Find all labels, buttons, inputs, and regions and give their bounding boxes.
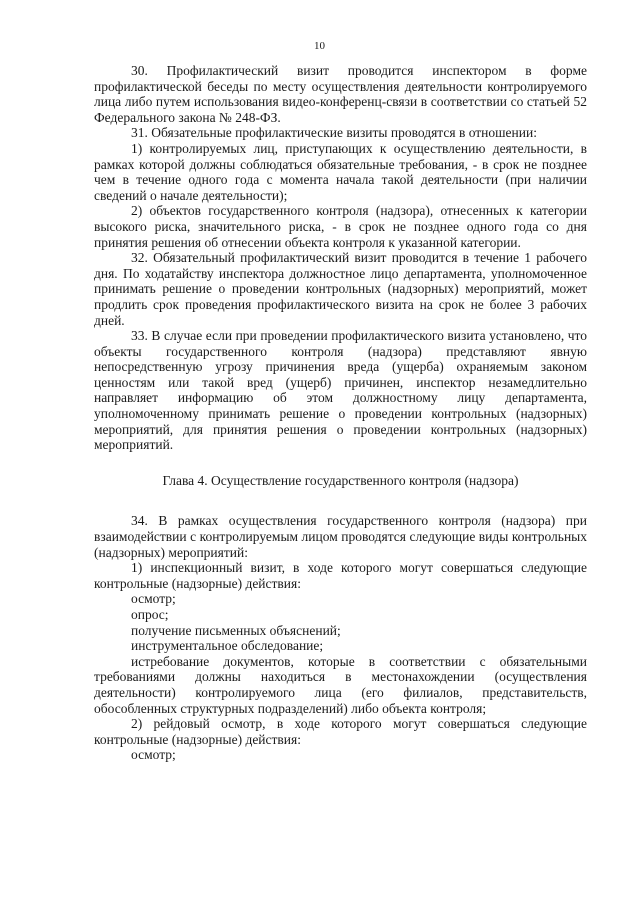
chapter-heading: Глава 4. Осуществление государственного контроля (надзора) [162,472,519,488]
paragraph-33: 33. В случае если при проведении профилактического визита установлено, что объекты государственного контроля (надзора) представляют явную непосредственную угрозу причинения вреда (ущерба) охраняемым законом ценностям или такой вред (ущерб) причинен, инспектор незамедлительно направляет информацию об этом должностному лицу департамента, уполномоченному принимать решение о проведении контрольных (надзорных) мероприятий, для принятия решения о проведении контрольных (надзорных) мероприятий. [94,328,587,453]
paragraph-34: 34. В рамках осуществления государственного контроля (надзора) при взаимодействии с контролируемым лицом проводятся следующие виды контрольных (надзорных) мероприятий: [94,513,587,560]
page-number: 10 [314,40,325,52]
paragraph-31-item-2: 2) объектов государственного контроля (надзора), отнесенных к категории высокого риска, значительного риска, - в срок не позднее одного года со дня принятия решения об отнесении объекта контроля к указанной категории. [94,203,587,250]
paragraph-32: 32. Обязательный профилактический визит проводится в течение 1 рабочего дня. По ходатайству инспектора должностное лицо департамента, уполномоченное принимать решение о проведении контрольных (надзорных) мероприятий, может продлить срок проведения профилактического визита на срок не более 3 рабочих дней. [94,250,587,328]
paragraph-34-item-1: 1) инспекционный визит, в ходе которого могут совершаться следующие контрольные (надзорные) действия: [94,560,587,591]
list-item-instrumental-examination: инструментальное обследование; [131,638,324,654]
paragraph-30: 30. Профилактический визит проводится инспектором в форме профилактической беседы по месту осуществления деятельности контролируемого лица либо путем использования видео-конференц-связи в соответствии со статьей 52 Федерального закона № 248-ФЗ. [94,63,587,125]
list-item-survey: опрос; [131,607,169,622]
paragraph-31-item-1: 1) контролируемых лиц, приступающих к осуществлению деятельности, в рамках которой должны соблюдаться обязательные требования, - в срок не позднее чем в течение одного года с момента начала такой деятельности (при наличии сведений о начале деятельности); [94,140,587,203]
list-item-document-request: истребование документов, которые в соответствии с обязательными требованиями должны находиться в местонахождении (осуществления деятельности) контролируемого лица (его филиалов, представительств, обособленных структурных подразделений) либо объекта контроля; [94,653,587,716]
list-item-written-explanations: получение письменных объяснений; [131,622,341,638]
paragraph-34-item-2: 2) рейдовый осмотр, в ходе которого могут совершаться следующие контрольные (надзорные) действия: [94,716,587,747]
paragraph-31: 31. Обязательные профилактические визиты проводятся в отношении: [131,125,537,141]
list-item-raid-inspection: осмотр; [131,747,176,763]
document-body [94,63,587,763]
list-item-inspection: осмотр; [131,591,176,607]
